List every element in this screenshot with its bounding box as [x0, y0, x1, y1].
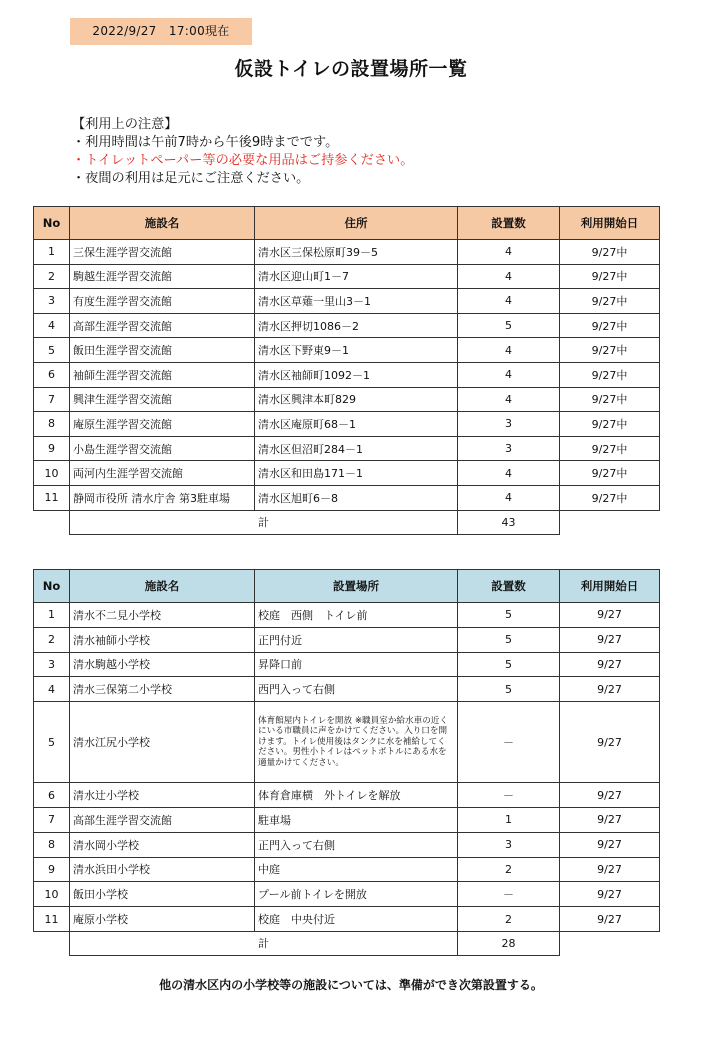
community-center-table	[33, 206, 660, 535]
table-row	[34, 240, 660, 265]
cell-count: 5	[458, 627, 560, 652]
cell-address: 駐車場	[255, 807, 458, 832]
school-table	[33, 569, 660, 956]
cell-address: 清水区庵原町68－1	[255, 412, 458, 437]
cell-address: 校庭 中央付近	[255, 907, 458, 932]
cell-address: 清水区迎山町1－7	[255, 264, 458, 289]
table-row	[34, 907, 660, 932]
cell-start-date: 9/27中	[560, 387, 660, 412]
cell-count: －	[458, 702, 560, 783]
cell-count: 3	[458, 412, 560, 437]
cell-address: 昇降口前	[255, 652, 458, 677]
cell-count: 2	[458, 857, 560, 882]
cell-facility: 袖師生涯学習交流館	[70, 362, 255, 387]
table-header-row	[34, 570, 660, 603]
cell-address: 西門入って右側	[255, 677, 458, 702]
cell-count: 5	[458, 313, 560, 338]
table-row	[34, 652, 660, 677]
table-row	[34, 783, 660, 808]
cell-start-date: 9/27	[560, 832, 660, 857]
total-row	[34, 510, 660, 534]
table-row	[34, 857, 660, 882]
blank-cell	[560, 931, 660, 955]
cell-start-date: 9/27中	[560, 313, 660, 338]
cell-start-date: 9/27	[560, 882, 660, 907]
cell-address: 清水区草薙一里山3－1	[255, 289, 458, 314]
cell-address: 清水区和田島171－1	[255, 461, 458, 486]
cell-no: 4	[34, 677, 70, 702]
cell-no: 1	[34, 240, 70, 265]
table-row	[34, 362, 660, 387]
total-label: 計	[70, 931, 458, 955]
cell-facility: 両河内生涯学習交流館	[70, 461, 255, 486]
cell-no: 10	[34, 461, 70, 486]
cell-facility: 有度生涯学習交流館	[70, 289, 255, 314]
cell-start-date: 9/27中	[560, 485, 660, 510]
table-row	[34, 882, 660, 907]
cell-no: 2	[34, 264, 70, 289]
blank-cell	[34, 510, 70, 534]
cell-start-date: 9/27	[560, 857, 660, 882]
cell-count: 3	[458, 436, 560, 461]
cell-no: 5	[34, 702, 70, 783]
header-facility: 施設名	[70, 570, 255, 603]
cell-facility: 清水浜田小学校	[70, 857, 255, 882]
cell-count: 5	[458, 652, 560, 677]
notes-heading: 【利用上の注意】	[72, 117, 178, 132]
cell-count: 4	[458, 338, 560, 363]
table-row	[34, 627, 660, 652]
table-row	[34, 338, 660, 363]
cell-start-date: 9/27中	[560, 338, 660, 363]
cell-start-date: 9/27	[560, 807, 660, 832]
cell-start-date: 9/27中	[560, 461, 660, 486]
cell-facility: 駒越生涯学習交流館	[70, 264, 255, 289]
cell-count: 5	[458, 603, 560, 628]
cell-facility: 庵原生涯学習交流館	[70, 412, 255, 437]
cell-address: 正門入って右側	[255, 832, 458, 857]
header-location: 設置場所	[255, 570, 458, 603]
cell-address: 体育館屋内トイレを開放 ※職員室か給水車の近くにいる市職員に声をかけてください。入り口を開けます。トイレ使用後はタンクに水を補給してください。男性小トイレはペットボトルにある水を適量かけてください。	[255, 702, 458, 783]
header-facility: 施設名	[70, 207, 255, 240]
table-body	[34, 240, 660, 511]
cell-no: 1	[34, 603, 70, 628]
cell-address: 正門付近	[255, 627, 458, 652]
table-header-row	[34, 207, 660, 240]
cell-count: 4	[458, 387, 560, 412]
cell-count: 4	[458, 362, 560, 387]
cell-no: 11	[34, 907, 70, 932]
cell-no: 3	[34, 652, 70, 677]
cell-facility: 清水江尻小学校	[70, 702, 255, 783]
table-row	[34, 603, 660, 628]
cell-facility: 興津生涯学習交流館	[70, 387, 255, 412]
cell-count: －	[458, 783, 560, 808]
cell-count: 5	[458, 677, 560, 702]
date-label: 2022/9/27 17:00現在	[70, 18, 252, 45]
notes-line-hours: ・利用時間は午前7時から午後9時までです。	[72, 135, 339, 150]
cell-no: 6	[34, 362, 70, 387]
table-row	[34, 807, 660, 832]
table-row	[34, 313, 660, 338]
table-row	[34, 702, 660, 783]
footer-note: 他の清水区内の小学校等の施設については、準備ができ次第設置する。	[159, 978, 543, 992]
cell-count: 4	[458, 240, 560, 265]
table-body	[34, 603, 660, 932]
table-row	[34, 289, 660, 314]
cell-no: 5	[34, 338, 70, 363]
cell-count: 4	[458, 461, 560, 486]
cell-no: 8	[34, 412, 70, 437]
cell-address: 清水区旭町6－8	[255, 485, 458, 510]
cell-facility: 高部生涯学習交流館	[70, 313, 255, 338]
table-row	[34, 387, 660, 412]
cell-start-date: 9/27中	[560, 362, 660, 387]
blank-cell	[34, 931, 70, 955]
cell-no: 2	[34, 627, 70, 652]
cell-start-date: 9/27	[560, 677, 660, 702]
cell-count: 3	[458, 832, 560, 857]
header-count: 設置数	[458, 570, 560, 603]
cell-start-date: 9/27中	[560, 264, 660, 289]
cell-address: プール前トイレを開放	[255, 882, 458, 907]
total-label: 計	[70, 510, 458, 534]
cell-address: 清水区袖師町1092－1	[255, 362, 458, 387]
cell-facility: 清水辻小学校	[70, 783, 255, 808]
cell-facility: 庵原小学校	[70, 907, 255, 932]
cell-start-date: 9/27	[560, 627, 660, 652]
cell-facility: 飯田小学校	[70, 882, 255, 907]
cell-start-date: 9/27	[560, 907, 660, 932]
cell-facility: 小島生涯学習交流館	[70, 436, 255, 461]
cell-no: 7	[34, 807, 70, 832]
notes-line-night: ・夜間の利用は足元にご注意ください。	[72, 171, 310, 186]
cell-no: 9	[34, 857, 70, 882]
cell-count: 2	[458, 907, 560, 932]
cell-no: 10	[34, 882, 70, 907]
cell-address: 清水区下野東9－1	[255, 338, 458, 363]
cell-count: －	[458, 882, 560, 907]
table-row	[34, 412, 660, 437]
cell-count: 4	[458, 485, 560, 510]
table-row	[34, 461, 660, 486]
header-address: 住所	[255, 207, 458, 240]
header-start-date: 利用開始日	[560, 570, 660, 603]
cell-start-date: 9/27	[560, 783, 660, 808]
table-row	[34, 832, 660, 857]
notes-line-supplies	[72, 152, 413, 170]
cell-no: 6	[34, 783, 70, 808]
cell-no: 8	[34, 832, 70, 857]
cell-count: 1	[458, 807, 560, 832]
notes-bullet: ・	[72, 153, 86, 168]
table-row	[34, 485, 660, 510]
cell-start-date: 9/27	[560, 652, 660, 677]
cell-address: 中庭	[255, 857, 458, 882]
cell-no: 7	[34, 387, 70, 412]
total-value: 28	[458, 931, 560, 955]
cell-facility: 清水袖師小学校	[70, 627, 255, 652]
notes-supplies-text: トイレットペーパー等の必要な用品はご持参ください。	[85, 153, 414, 168]
header-no: No	[34, 207, 70, 240]
table-row	[34, 677, 660, 702]
table-row	[34, 436, 660, 461]
cell-facility: 高部生涯学習交流館	[70, 807, 255, 832]
blank-cell	[560, 510, 660, 534]
cell-address: 校庭 西側 トイレ前	[255, 603, 458, 628]
cell-address: 清水区押切1086－2	[255, 313, 458, 338]
cell-address: 清水区但沼町284－1	[255, 436, 458, 461]
cell-address: 清水区三保松原町39－5	[255, 240, 458, 265]
cell-facility: 三保生涯学習交流館	[70, 240, 255, 265]
cell-start-date: 9/27中	[560, 436, 660, 461]
header-no: No	[34, 570, 70, 603]
usage-notes	[72, 116, 413, 188]
cell-facility: 清水岡小学校	[70, 832, 255, 857]
cell-count: 4	[458, 289, 560, 314]
cell-start-date: 9/27中	[560, 412, 660, 437]
cell-no: 11	[34, 485, 70, 510]
cell-no: 3	[34, 289, 70, 314]
cell-start-date: 9/27	[560, 702, 660, 783]
cell-start-date: 9/27中	[560, 240, 660, 265]
cell-no: 4	[34, 313, 70, 338]
cell-facility: 清水三保第二小学校	[70, 677, 255, 702]
cell-count: 4	[458, 264, 560, 289]
cell-address: 清水区興津本町829	[255, 387, 458, 412]
cell-facility: 静岡市役所 清水庁舎 第3駐車場	[70, 485, 255, 510]
cell-start-date: 9/27	[560, 603, 660, 628]
total-row	[34, 931, 660, 955]
cell-start-date: 9/27中	[560, 289, 660, 314]
cell-no: 9	[34, 436, 70, 461]
header-start-date: 利用開始日	[560, 207, 660, 240]
cell-facility: 清水不二見小学校	[70, 603, 255, 628]
table-row	[34, 264, 660, 289]
cell-address: 体育倉庫横 外トイレを解放	[255, 783, 458, 808]
cell-facility: 飯田生涯学習交流館	[70, 338, 255, 363]
page-title: 仮設トイレの設置場所一覧	[234, 58, 468, 80]
header-count: 設置数	[458, 207, 560, 240]
cell-facility: 清水駒越小学校	[70, 652, 255, 677]
total-value: 43	[458, 510, 560, 534]
